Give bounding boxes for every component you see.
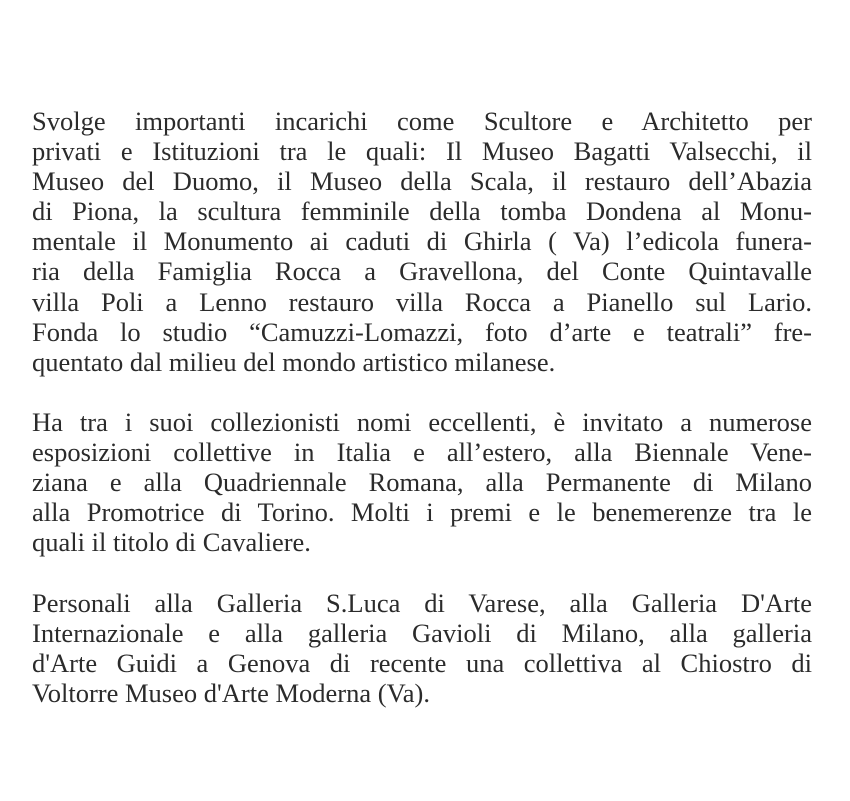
text-line: Museo del Duomo, il Museo della Scala, il restauro dell’Abazia [32,166,812,197]
text-line: esposizioni collettive in Italia e all’estero, alla Biennale Vene- [32,437,812,468]
text-line: alla Promotrice di Torino. Molti i premi e le benemerenze tra le [32,497,812,528]
document-body [32,106,812,738]
text-line: mentale il Monumento ai caduti di Ghirla ( Va) l’edicola funera- [32,226,812,257]
text-line: Personali alla Galleria S.Luca di Varese, alla Galleria D'Arte [32,587,812,618]
text-line: ria della Famiglia Rocca a Gravellona, del Conte Quintavalle [32,256,812,287]
text-line: villa Poli a Lenno restauro villa Rocca a Pianello sul Lario. [32,286,812,317]
text-line: Svolge importanti incarichi come Scultore e Architetto per [32,106,812,136]
text-line: d'Arte Guidi a Genova di recente una collettiva al Chiostro di [32,647,812,678]
text-line: privati e Istituzioni tra le quali: Il Museo Bagatti Valsecchi, il [32,136,812,167]
paragraph-exhibitions [32,407,812,557]
text-line: Ha tra i suoi collezionisti nomi eccellenti, è invitato a numerose [32,406,812,437]
text-line: Internazionale e alla galleria Gavioli di Milano, alla galleria [32,617,812,648]
paragraph-career [32,106,812,377]
text-line: quentato dal milieu del mondo artistico milanese. [32,346,556,377]
text-line: Fonda lo studio “Camuzzi-Lomazzi, foto d’arte e teatrali” fre- [32,316,812,347]
text-line: Voltorre Museo d'Arte Moderna (Va). [32,677,431,708]
text-line: quali il titolo di Cavaliere. [32,527,311,558]
text-line: ziana e alla Quadriennale Romana, alla Permanente di Milano [32,467,812,498]
paragraph-solo-shows [32,588,812,708]
text-line: di Piona, la scultura femminile della tomba Dondena al Monu- [32,196,812,227]
